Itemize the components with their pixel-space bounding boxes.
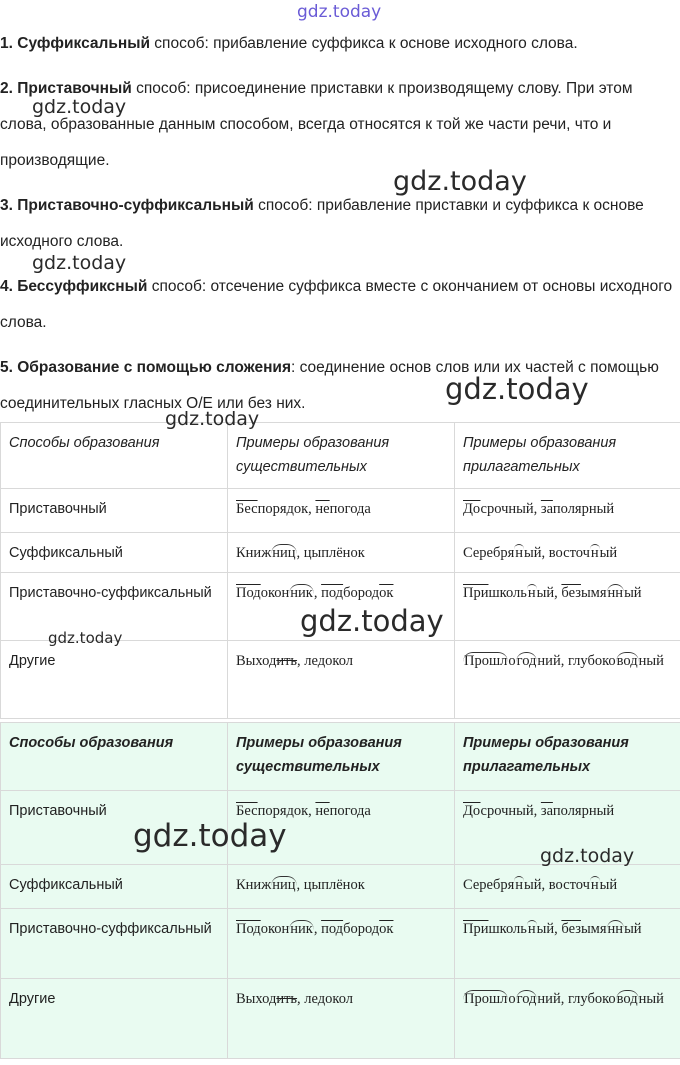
row-method: Приставочный <box>1 489 228 533</box>
header-methods: Способы образования <box>1 723 228 791</box>
row-method: Приставочно-суффиксальный <box>1 573 228 641</box>
watermark: gdz.today <box>133 818 287 854</box>
row-method: Другие <box>1 641 228 719</box>
watermark: gdz.today <box>32 96 127 118</box>
watermark: gdz.today <box>297 2 382 22</box>
watermark: gdz.today <box>48 629 123 647</box>
header-nouns: Примеры образования существительных <box>228 723 455 791</box>
method-number: 2. <box>0 80 13 97</box>
adjective-examples: Серебряный, восточный <box>455 865 680 909</box>
watermark: gdz.today <box>32 252 127 274</box>
word-formation-table <box>0 422 680 719</box>
method-name: Приставочный <box>17 80 132 97</box>
word-formation-table-highlighted <box>0 722 680 1059</box>
watermark: gdz.today <box>445 372 589 406</box>
noun-examples: Выходить, ледокол <box>228 641 455 719</box>
watermark: gdz.today <box>165 408 260 430</box>
method-desc: способ: прибавление суффикса к основе исходного слова. <box>150 35 578 52</box>
noun-examples: Подоконник, подбородок <box>228 573 455 641</box>
method-number: 4. <box>0 278 13 295</box>
adjective-examples: Досрочный, заполярный <box>455 489 680 533</box>
method-3 <box>0 188 676 260</box>
method-2 <box>0 71 676 179</box>
adjective-examples: Пришкольный, безымянный <box>455 909 680 979</box>
adjective-examples: Прошлогодний, глубоководный <box>455 979 680 1059</box>
noun-examples: Беспорядок, непогода <box>228 791 455 865</box>
method-name: Бессуффиксный <box>17 278 148 295</box>
watermark: gdz.today <box>540 845 635 867</box>
adjective-examples: Прошлогодний, глубоководный <box>455 641 680 719</box>
adjective-examples: Серебряный, восточный <box>455 533 680 573</box>
method-number: 5. <box>0 359 13 376</box>
method-number: 1. <box>0 35 13 52</box>
noun-examples: Книжниц, цыплёнок <box>228 865 455 909</box>
method-4 <box>0 269 676 341</box>
watermark: gdz.today <box>393 166 527 197</box>
noun-examples: Беспорядок, непогода <box>228 489 455 533</box>
method-desc: : соединение основ слов или их частей с помощью соединительных гласных О/Е или без них. <box>0 359 659 412</box>
header-adjectives: Примеры образования прилагательных <box>455 423 680 489</box>
header-adjectives: Примеры образования прилагательных <box>455 723 680 791</box>
method-desc: способ: прибавление приставки и суффикса к основе исходного слова. <box>0 197 644 250</box>
method-5 <box>0 350 676 422</box>
method-name: Суффиксальный <box>17 35 150 52</box>
adjective-examples: Пришкольный, безымянный <box>455 573 680 641</box>
noun-examples: Выходить, ледокол <box>228 979 455 1059</box>
header-nouns: Примеры образования существительных <box>228 423 455 489</box>
method-desc: способ: отсечение суффикса вместе с окончанием от основы исходного слова. <box>0 278 673 331</box>
row-method: Приставочно-суффиксальный <box>1 909 228 979</box>
row-method: Другие <box>1 979 228 1059</box>
watermark: gdz.today <box>300 604 444 638</box>
row-method: Суффиксальный <box>1 533 228 573</box>
method-1 <box>0 26 676 62</box>
method-name: Приставочно-суффиксальный <box>17 197 254 214</box>
noun-examples: Книжниц, цыплёнок <box>228 533 455 573</box>
header-methods: Способы образования <box>1 423 228 489</box>
row-method: Суффиксальный <box>1 865 228 909</box>
method-desc: способ: присоединение приставки к производящему слову. При этом слова, образованные данным способом, всегда относятся к той же части речи, что и производящие. <box>0 80 633 169</box>
row-method: Приставочный <box>1 791 228 865</box>
noun-examples: Подоконник, подбородок <box>228 909 455 979</box>
adjective-examples: Досрочный, заполярный <box>455 791 680 865</box>
method-name: Образование с помощью сложения <box>17 359 292 376</box>
method-number: 3. <box>0 197 13 214</box>
